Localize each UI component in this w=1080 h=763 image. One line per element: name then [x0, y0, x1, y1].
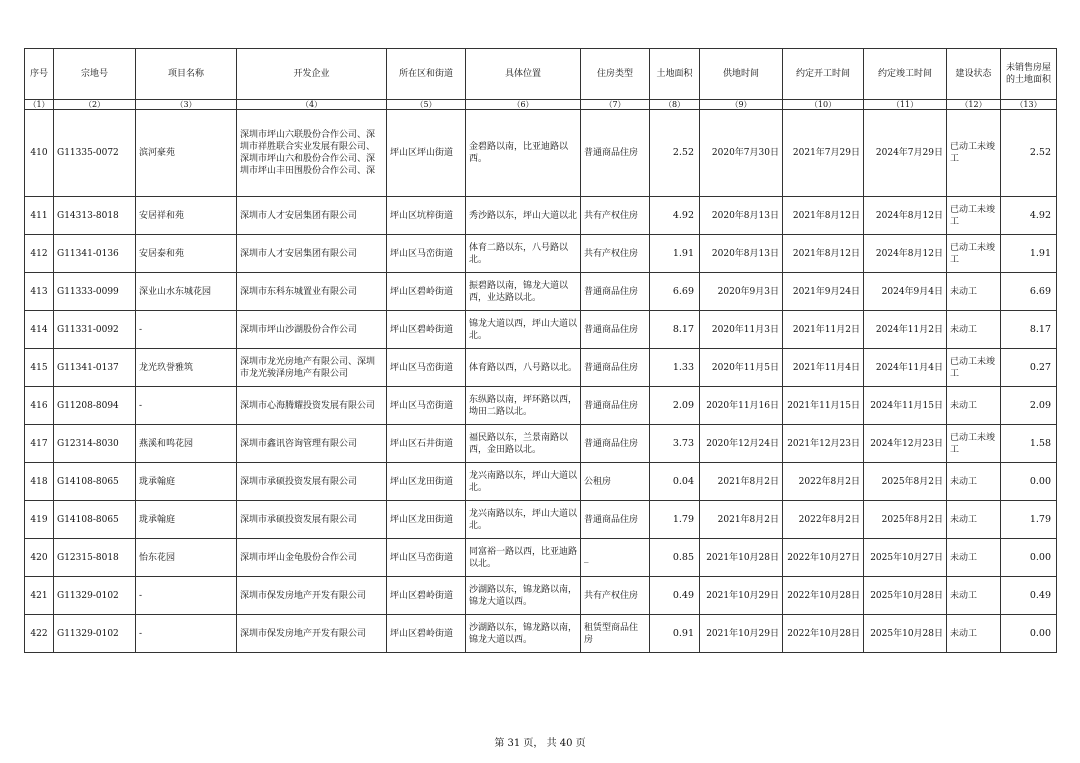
cell-seq: 418	[25, 463, 54, 501]
cell-land-area: 1.79	[650, 501, 700, 539]
cell-completion-date: 2025年10月28日	[864, 577, 947, 615]
cell-completion-date: 2024年11月4日	[864, 349, 947, 387]
cell-housing-type: 普通商品住房	[581, 501, 650, 539]
cell-seq: 415	[25, 349, 54, 387]
cell-completion-date: 2024年8月12日	[864, 197, 947, 235]
cell-district: 坪山区石井街道	[387, 425, 466, 463]
table-row	[25, 501, 1057, 539]
cell-parcel: G14108-8065	[54, 501, 136, 539]
cell-developer: 深圳市承硕投资发展有限公司	[237, 501, 387, 539]
cell-developer: 深圳市保发房地产开发有限公司	[237, 615, 387, 653]
cell-location: 体育路以西，八号路以北。	[466, 349, 581, 387]
cell-unsold-area: 8.17	[1001, 311, 1057, 349]
cell-district: 坪山区龙田街道	[387, 463, 466, 501]
cell-developer: 深圳市人才安居集团有限公司	[237, 235, 387, 273]
header-cell: 约定竣工时间	[864, 49, 947, 100]
cell-housing-type: 普通商品住房	[581, 273, 650, 311]
column-number: （4）	[237, 100, 387, 110]
header-cell: 住房类型	[581, 49, 650, 100]
cell-unsold-area: 0.00	[1001, 539, 1057, 577]
cell-start-date: 2022年10月27日	[783, 539, 864, 577]
cell-land-area: 4.92	[650, 197, 700, 235]
cell-unsold-area: 1.79	[1001, 501, 1057, 539]
cell-project: 珑承翰庭	[136, 463, 237, 501]
cell-developer: 深圳市心海腾耀投资发展有限公司	[237, 387, 387, 425]
cell-start-date: 2022年8月2日	[783, 501, 864, 539]
cell-parcel: G11331-0092	[54, 311, 136, 349]
table-row	[25, 110, 1057, 197]
cell-parcel: G11341-0136	[54, 235, 136, 273]
table-row	[25, 615, 1057, 653]
cell-status: 未动工	[947, 273, 1001, 311]
page-number-footer: 第 31 页， 共 40 页	[494, 738, 586, 749]
cell-completion-date: 2024年7月29日	[864, 110, 947, 197]
cell-district: 坪山区碧岭街道	[387, 311, 466, 349]
column-number: （11）	[864, 100, 947, 110]
column-number: （7）	[581, 100, 650, 110]
cell-status: 未动工	[947, 539, 1001, 577]
column-number: （5）	[387, 100, 466, 110]
cell-land-area: 1.33	[650, 349, 700, 387]
cell-project: -	[136, 615, 237, 653]
cell-project: 燕溪和鸣花园	[136, 425, 237, 463]
column-number: （8）	[650, 100, 700, 110]
cell-seq: 414	[25, 311, 54, 349]
cell-supply-date: 2020年12月24日	[700, 425, 783, 463]
cell-completion-date: 2024年8月12日	[864, 235, 947, 273]
column-number: （3）	[136, 100, 237, 110]
column-number-row	[25, 100, 1057, 110]
cell-supply-date: 2020年8月13日	[700, 197, 783, 235]
cell-project: 滨河豪苑	[136, 110, 237, 197]
cell-supply-date: 2020年11月16日	[700, 387, 783, 425]
cell-land-area: 0.91	[650, 615, 700, 653]
cell-housing-type: 公租房	[581, 463, 650, 501]
cell-unsold-area: 2.52	[1001, 110, 1057, 197]
cell-seq: 420	[25, 539, 54, 577]
cell-land-area: 8.17	[650, 311, 700, 349]
cell-status: 未动工	[947, 387, 1001, 425]
cell-location: 沙湖路以东，锦龙路以南，锦龙大道以西。	[466, 577, 581, 615]
cell-location: 龙兴南路以东，坪山大道以北。	[466, 501, 581, 539]
cell-developer: 深圳市龙光房地产有限公司、深圳市龙光骏泽房地产有限公司	[237, 349, 387, 387]
cell-project: -	[136, 311, 237, 349]
cell-seq: 417	[25, 425, 54, 463]
cell-developer: 深圳市鑫讯咨询管理有限公司	[237, 425, 387, 463]
cell-start-date: 2022年10月28日	[783, 577, 864, 615]
cell-project: 珑承翰庭	[136, 501, 237, 539]
table-row	[25, 311, 1057, 349]
cell-start-date: 2021年11月15日	[783, 387, 864, 425]
table-row	[25, 349, 1057, 387]
cell-status: 已动工未竣工	[947, 110, 1001, 197]
cell-completion-date: 2024年11月2日	[864, 311, 947, 349]
cell-start-date: 2021年11月2日	[783, 311, 864, 349]
header-cell: 未销售房屋的土地面积	[1001, 49, 1057, 100]
cell-parcel: G12314-8030	[54, 425, 136, 463]
cell-start-date: 2022年10月28日	[783, 615, 864, 653]
cell-completion-date: 2025年8月2日	[864, 501, 947, 539]
cell-location: 金碧路以南，比亚迪路以西。	[466, 110, 581, 197]
cell-completion-date: 2025年10月28日	[864, 615, 947, 653]
cell-project: 深业山水东城花园	[136, 273, 237, 311]
cell-status: 已动工未竣工	[947, 197, 1001, 235]
cell-land-area: 0.04	[650, 463, 700, 501]
cell-housing-type: 普通商品住房	[581, 425, 650, 463]
cell-developer: 深圳市坪山沙湖股份合作公司	[237, 311, 387, 349]
cell-housing-type: 租赁型商品住房	[581, 615, 650, 653]
cell-developer: 深圳市保发房地产开发有限公司	[237, 577, 387, 615]
cell-housing-type: 普通商品住房	[581, 110, 650, 197]
cell-location: 东纵路以南，坪环路以西，坳田二路以北。	[466, 387, 581, 425]
cell-land-area: 2.09	[650, 387, 700, 425]
cell-parcel: G11208-8094	[54, 387, 136, 425]
cell-completion-date: 2024年12月23日	[864, 425, 947, 463]
cell-land-area: 3.73	[650, 425, 700, 463]
cell-housing-type: 共有产权住房	[581, 577, 650, 615]
cell-parcel: G11333-0099	[54, 273, 136, 311]
cell-seq: 416	[25, 387, 54, 425]
cell-status: 已动工未竣工	[947, 349, 1001, 387]
header-cell: 具体位置	[466, 49, 581, 100]
column-number: （13）	[1001, 100, 1057, 110]
header-cell: 约定开工时间	[783, 49, 864, 100]
cell-parcel: G11329-0102	[54, 615, 136, 653]
cell-supply-date: 2020年7月30日	[700, 110, 783, 197]
cell-status: 未动工	[947, 577, 1001, 615]
table-row	[25, 273, 1057, 311]
cell-status: 已动工未竣工	[947, 235, 1001, 273]
cell-project: 龙光玖誉雅筑	[136, 349, 237, 387]
cell-developer: 深圳市东科东城置业有限公司	[237, 273, 387, 311]
cell-district: 坪山区碧岭街道	[387, 273, 466, 311]
cell-unsold-area: 6.69	[1001, 273, 1057, 311]
cell-unsold-area: 1.58	[1001, 425, 1057, 463]
cell-developer: 深圳市坪山金龟股份合作公司	[237, 539, 387, 577]
cell-start-date: 2021年9月24日	[783, 273, 864, 311]
cell-seq: 411	[25, 197, 54, 235]
cell-land-area: 2.52	[650, 110, 700, 197]
table-row	[25, 197, 1057, 235]
cell-district: 坪山区坑梓街道	[387, 197, 466, 235]
cell-unsold-area: 1.91	[1001, 235, 1057, 273]
column-number: （2）	[54, 100, 136, 110]
column-number: （12）	[947, 100, 1001, 110]
header-cell: 宗地号	[54, 49, 136, 100]
cell-status: 未动工	[947, 463, 1001, 501]
cell-parcel: G12315-8018	[54, 539, 136, 577]
cell-supply-date: 2021年10月29日	[700, 615, 783, 653]
cell-status: 未动工	[947, 615, 1001, 653]
cell-location: 振碧路以南，锦龙大道以西，业达路以北。	[466, 273, 581, 311]
cell-housing-type: 普通商品住房	[581, 387, 650, 425]
cell-supply-date: 2021年10月29日	[700, 577, 783, 615]
cell-seq: 413	[25, 273, 54, 311]
cell-parcel: G14108-8065	[54, 463, 136, 501]
cell-supply-date: 2021年8月2日	[700, 501, 783, 539]
column-number: （1）	[25, 100, 54, 110]
header-cell: 序号	[25, 49, 54, 100]
cell-project: -	[136, 577, 237, 615]
cell-seq: 419	[25, 501, 54, 539]
land-supply-table	[24, 48, 1057, 653]
cell-start-date: 2021年8月12日	[783, 197, 864, 235]
cell-location: 同富裕一路以西，比亚迪路以北。	[466, 539, 581, 577]
cell-supply-date: 2020年9月3日	[700, 273, 783, 311]
cell-location: 秀沙路以东，坪山大道以北	[466, 197, 581, 235]
cell-seq: 422	[25, 615, 54, 653]
cell-start-date: 2021年8月12日	[783, 235, 864, 273]
header-cell: 供地时间	[700, 49, 783, 100]
cell-unsold-area: 2.09	[1001, 387, 1057, 425]
cell-housing-type: 共有产权住房	[581, 197, 650, 235]
cell-project: 怡东花园	[136, 539, 237, 577]
cell-supply-date: 2020年8月13日	[700, 235, 783, 273]
table-row	[25, 539, 1057, 577]
cell-housing-type: 共有产权住房	[581, 235, 650, 273]
cell-completion-date: 2025年8月2日	[864, 463, 947, 501]
table-row	[25, 577, 1057, 615]
cell-location: 龙兴南路以东，坪山大道以北。	[466, 463, 581, 501]
header-cell: 土地面积	[650, 49, 700, 100]
cell-parcel: G11341-0137	[54, 349, 136, 387]
cell-parcel: G11335-0072	[54, 110, 136, 197]
cell-district: 坪山区马峦街道	[387, 387, 466, 425]
cell-supply-date: 2021年10月28日	[700, 539, 783, 577]
cell-district: 坪山区碧岭街道	[387, 615, 466, 653]
cell-housing-type: _	[581, 539, 650, 577]
cell-unsold-area: 0.49	[1001, 577, 1057, 615]
cell-district: 坪山区马峦街道	[387, 539, 466, 577]
cell-land-area: 0.49	[650, 577, 700, 615]
cell-location: 锦龙大道以西，坪山大道以北。	[466, 311, 581, 349]
table-row	[25, 235, 1057, 273]
header-cell: 项目名称	[136, 49, 237, 100]
cell-supply-date: 2020年11月3日	[700, 311, 783, 349]
cell-completion-date: 2024年11月15日	[864, 387, 947, 425]
cell-seq: 412	[25, 235, 54, 273]
cell-unsold-area: 4.92	[1001, 197, 1057, 235]
table-row	[25, 425, 1057, 463]
cell-developer: 深圳市承硕投资发展有限公司	[237, 463, 387, 501]
cell-location: 体育二路以东，八号路以北。	[466, 235, 581, 273]
cell-project: 安居泰和苑	[136, 235, 237, 273]
cell-start-date: 2021年7月29日	[783, 110, 864, 197]
cell-completion-date: 2024年9月4日	[864, 273, 947, 311]
cell-status: 未动工	[947, 311, 1001, 349]
cell-location: 福民路以东，兰景南路以西，金田路以北。	[466, 425, 581, 463]
cell-supply-date: 2021年8月2日	[700, 463, 783, 501]
cell-district: 坪山区马峦街道	[387, 235, 466, 273]
cell-start-date: 2021年11月4日	[783, 349, 864, 387]
cell-project: -	[136, 387, 237, 425]
column-number: （9）	[700, 100, 783, 110]
header-row	[25, 49, 1057, 100]
cell-unsold-area: 0.27	[1001, 349, 1057, 387]
table-row	[25, 463, 1057, 501]
cell-land-area: 1.91	[650, 235, 700, 273]
cell-district: 坪山区碧岭街道	[387, 577, 466, 615]
column-number: （10）	[783, 100, 864, 110]
cell-supply-date: 2020年11月5日	[700, 349, 783, 387]
cell-housing-type: 普通商品住房	[581, 349, 650, 387]
cell-district: 坪山区坪山街道	[387, 110, 466, 197]
cell-land-area: 0.85	[650, 539, 700, 577]
cell-seq: 421	[25, 577, 54, 615]
cell-unsold-area: 0.00	[1001, 615, 1057, 653]
cell-unsold-area: 0.00	[1001, 463, 1057, 501]
cell-project: 安居祥和苑	[136, 197, 237, 235]
cell-district: 坪山区马峦街道	[387, 349, 466, 387]
cell-status: 未动工	[947, 501, 1001, 539]
cell-housing-type: 普通商品住房	[581, 311, 650, 349]
header-cell: 建设状态	[947, 49, 1001, 100]
cell-land-area: 6.69	[650, 273, 700, 311]
cell-seq: 410	[25, 110, 54, 197]
header-cell: 所在区和街道	[387, 49, 466, 100]
cell-start-date: 2022年8月2日	[783, 463, 864, 501]
cell-status: 已动工未竣工	[947, 425, 1001, 463]
table-row	[25, 387, 1057, 425]
cell-completion-date: 2025年10月27日	[864, 539, 947, 577]
cell-location: 沙湖路以东，锦龙路以南，锦龙大道以西。	[466, 615, 581, 653]
cell-parcel: G11329-0102	[54, 577, 136, 615]
cell-district: 坪山区龙田街道	[387, 501, 466, 539]
cell-start-date: 2021年12月23日	[783, 425, 864, 463]
header-cell: 开发企业	[237, 49, 387, 100]
cell-parcel: G14313-8018	[54, 197, 136, 235]
cell-developer: 深圳市坪山六联股份合作公司、深圳市祥胜联合实业发展有限公司、深圳市坪山六和股份合作公司、深圳市坪山丰田围股份合作公司、深	[237, 110, 387, 197]
cell-developer: 深圳市人才安居集团有限公司	[237, 197, 387, 235]
column-number: （6）	[466, 100, 581, 110]
